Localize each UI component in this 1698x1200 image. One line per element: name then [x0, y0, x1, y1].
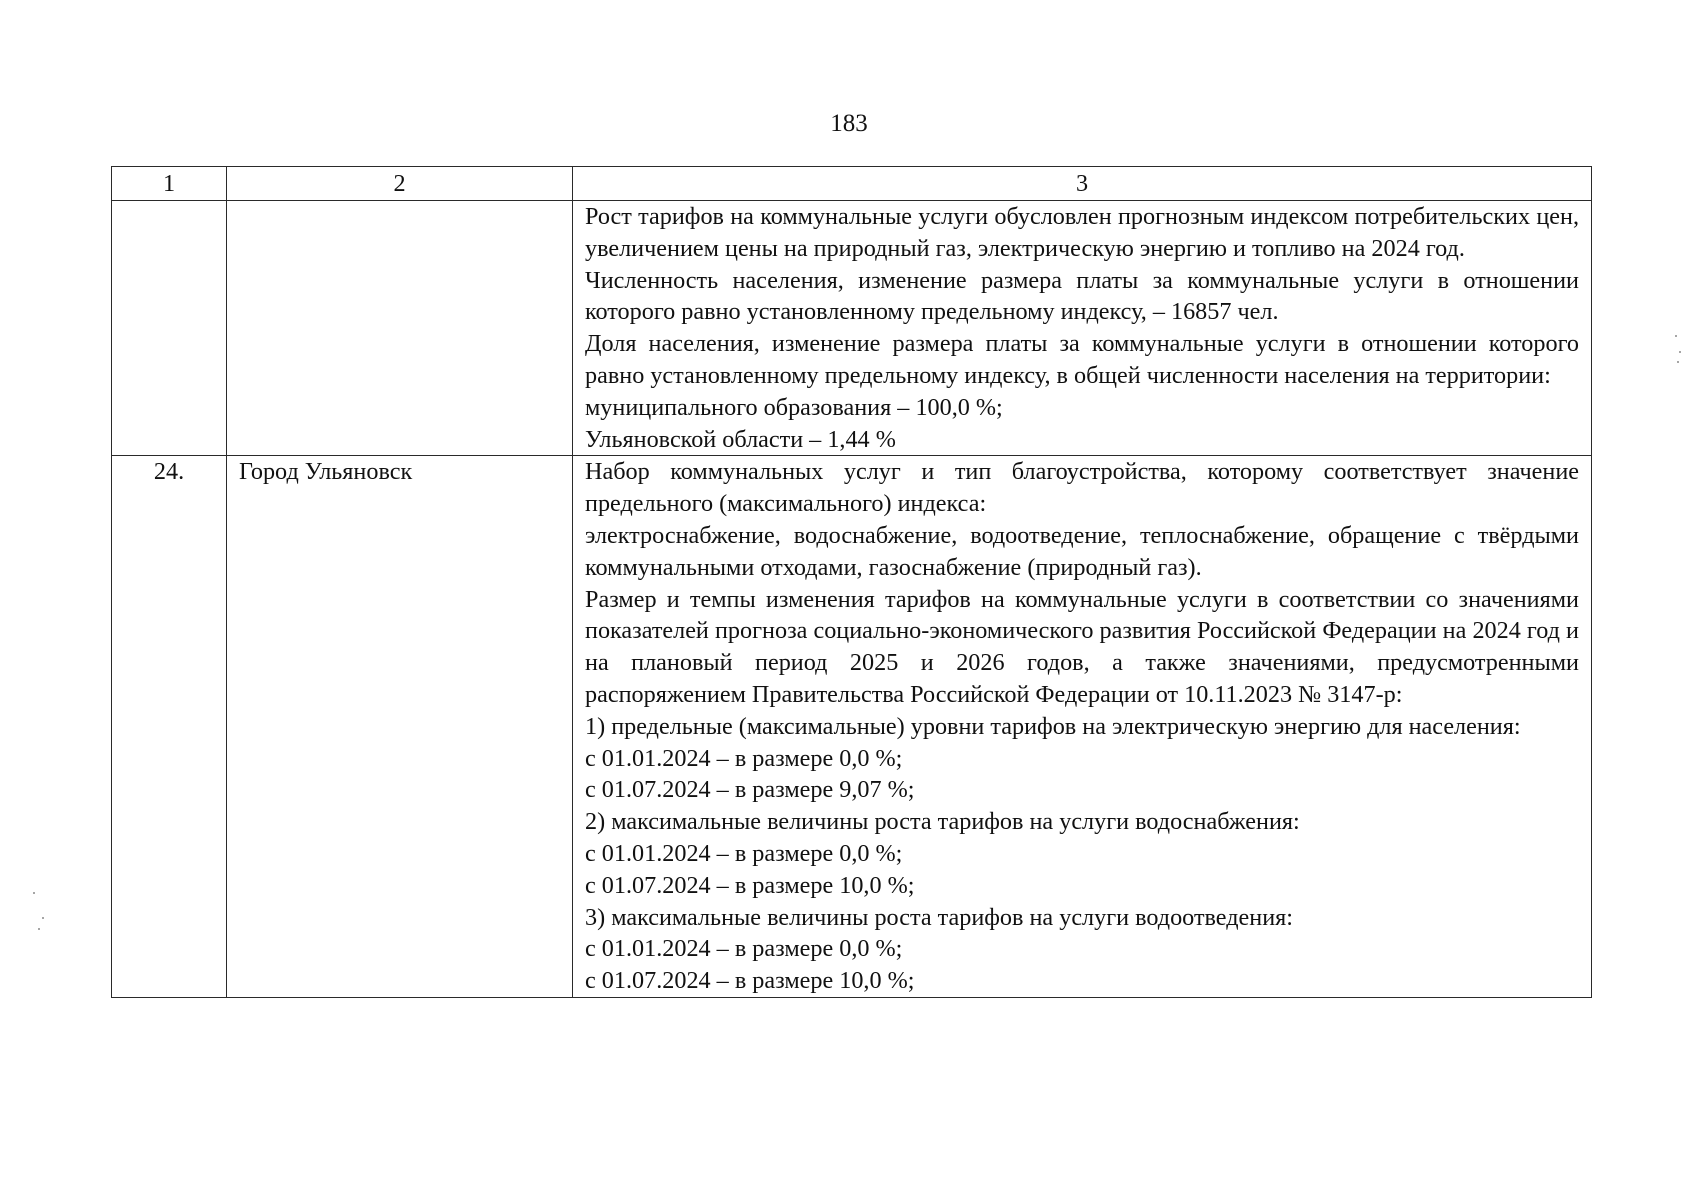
description-paragraph: Численность населения, изменение размера платы за коммунальные услуги в отношении которого равно установленному предельному индексу, – 16857 чел. — [585, 266, 1579, 326]
header-cell-2: 2 — [227, 167, 573, 201]
description-paragraph: Доля населения, изменение размера платы за коммунальные услуги в отношении которого равно установленному предельному индексу, в общей численности населения на территории: — [585, 330, 1579, 389]
data-table — [111, 166, 1592, 998]
table-header-row — [112, 167, 1592, 201]
municipality-name-cell: Город Ульяновск — [227, 456, 573, 998]
municipality-name-cell — [227, 201, 573, 456]
scan-speck — [33, 892, 35, 894]
header-cell-1: 1 — [112, 167, 227, 201]
row-number-cell — [112, 201, 227, 456]
description-paragraph: Размер и темпы изменения тарифов на коммунальные услуги в соответствии со значениями показателей прогноза социально-экономического развития Российской Федерации на 2024 год и на плановый период 2025 и 2026 годов, а также значениями, предусмотренными распоряжением Правительства Российской Федерации от 10.11.2023 № 3147-р: — [585, 585, 1579, 708]
table-row — [112, 201, 1592, 456]
description-paragraph: с 01.01.2024 – в размере 0,0 %; — [585, 839, 903, 867]
table-row — [112, 456, 1592, 998]
description-paragraph: 3) максимальные величины роста тарифов на услуги водоотведения: — [585, 903, 1293, 931]
scan-speck — [1675, 335, 1677, 337]
description-paragraph: электроснабжение, водоснабжение, водоотведение, теплоснабжение, обращение с твёрдыми коммунальными отходами, газоснабжение (природный газ). — [585, 521, 1579, 581]
description-paragraph: с 01.01.2024 – в размере 0,0 %; — [585, 744, 903, 772]
description-cell — [573, 201, 1592, 456]
page-number: 183 — [830, 110, 868, 137]
description-paragraph: 2) максимальные величины роста тарифов на услуги водоснабжения: — [585, 808, 1300, 836]
scan-speck — [42, 917, 44, 919]
scan-speck — [1677, 361, 1679, 363]
scan-speck — [38, 928, 40, 930]
header-cell-3: 3 — [573, 167, 1592, 201]
description-paragraph: с 01.01.2024 – в размере 0,0 %; — [585, 935, 903, 963]
description-cell — [573, 456, 1592, 998]
description-paragraph: Ульяновской области – 1,44 % — [585, 425, 896, 453]
description-paragraph: с 01.07.2024 – в размере 10,0 %; — [585, 871, 915, 899]
scan-speck — [1679, 351, 1681, 353]
description-paragraph: Рост тарифов на коммунальные услуги обусловлен прогнозным индексом потребительских цен, увеличением цены на природный газ, электрическую энергию и топливо на 2024 год. — [585, 203, 1579, 262]
description-paragraph: с 01.07.2024 – в размере 10,0 %; — [585, 967, 915, 995]
description-paragraph: Набор коммунальных услуг и тип благоустройства, которому соответствует значение предельного (максимального) индекса: — [585, 458, 1579, 518]
description-paragraph: 1) предельные (максимальные) уровни тарифов на электрическую энергию для населения: — [585, 712, 1521, 740]
description-paragraph: муниципального образования – 100,0 %; — [585, 393, 1003, 421]
row-number-cell: 24. — [112, 456, 227, 998]
description-paragraph: с 01.07.2024 – в размере 9,07 %; — [585, 776, 915, 804]
